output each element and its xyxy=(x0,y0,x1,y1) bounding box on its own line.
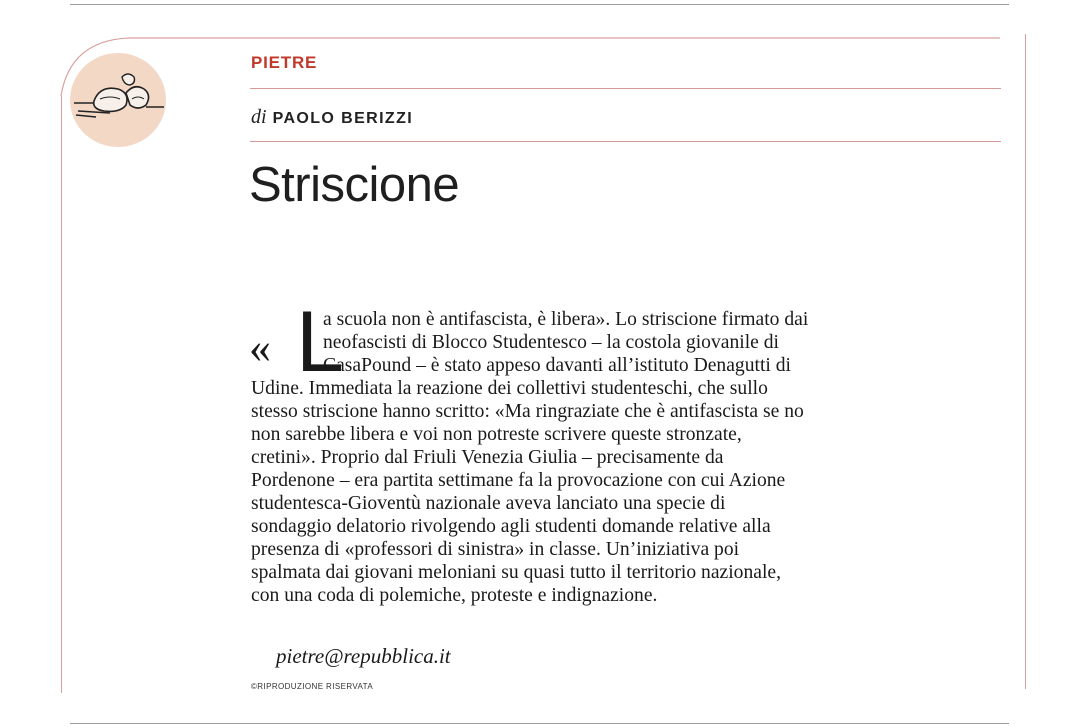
body-line: neofascisti di Blocco Studentesco – la costola giovanile di xyxy=(323,332,779,353)
opening-quote: « xyxy=(249,323,271,372)
column-rubric: PIETRE xyxy=(251,53,318,72)
body-line: sondaggio delatorio rivolgendo agli studenti domande relative alla xyxy=(251,516,771,537)
body-line: CasaPound – è stato appeso davanti all’istituto Denagutti di xyxy=(323,355,791,376)
body-line: spalmata dai giovani meloniani su quasi tutto il territorio nazionale, xyxy=(251,562,781,583)
byline-rule xyxy=(250,141,1001,142)
byline-prefix: di xyxy=(251,106,267,128)
body-line: a scuola non è antifascista, è libera». Lo striscione firmato dai xyxy=(323,309,809,330)
page-bottom-rule xyxy=(70,723,1009,724)
copyright-notice: ©RIPRODUZIONE RISERVATA xyxy=(251,682,374,691)
stones-logo-icon xyxy=(70,53,166,147)
author-name: PAOLO BERIZZI xyxy=(272,110,414,127)
body-line: Pordenone – era partita settimane fa la provocazione con cui Azione xyxy=(251,470,786,491)
column-right-border xyxy=(1025,34,1026,689)
body-line: con una coda di polemiche, proteste e indignazione. xyxy=(251,585,658,606)
rubric-rule xyxy=(250,88,1001,89)
byline xyxy=(251,106,413,129)
contact-email-link[interactable]: pietre@repubblica.it xyxy=(276,644,451,668)
body-line: stesso striscione hanno scritto: «Ma ringraziate che è antifascista se no xyxy=(251,401,804,422)
body-line: studentesca-Gioventù nazionale aveva lanciato una specie di xyxy=(251,493,726,514)
body-line: Udine. Immediata la reazione dei collettivi studenteschi, che sullo xyxy=(251,378,768,399)
body-line: cretini». Proprio dal Friuli Venezia Giulia – precisamente da xyxy=(251,447,724,468)
page-top-rule xyxy=(70,4,1009,5)
drop-cap: L xyxy=(296,294,344,390)
body-line: non sarebbe libera e voi non potreste scrivere queste stronzate, xyxy=(251,424,742,445)
column-left-border xyxy=(61,96,62,693)
headline: Striscione xyxy=(249,158,460,212)
body-line: presenza di «professori di sinistra» in classe. Un’iniziativa poi xyxy=(251,539,740,560)
